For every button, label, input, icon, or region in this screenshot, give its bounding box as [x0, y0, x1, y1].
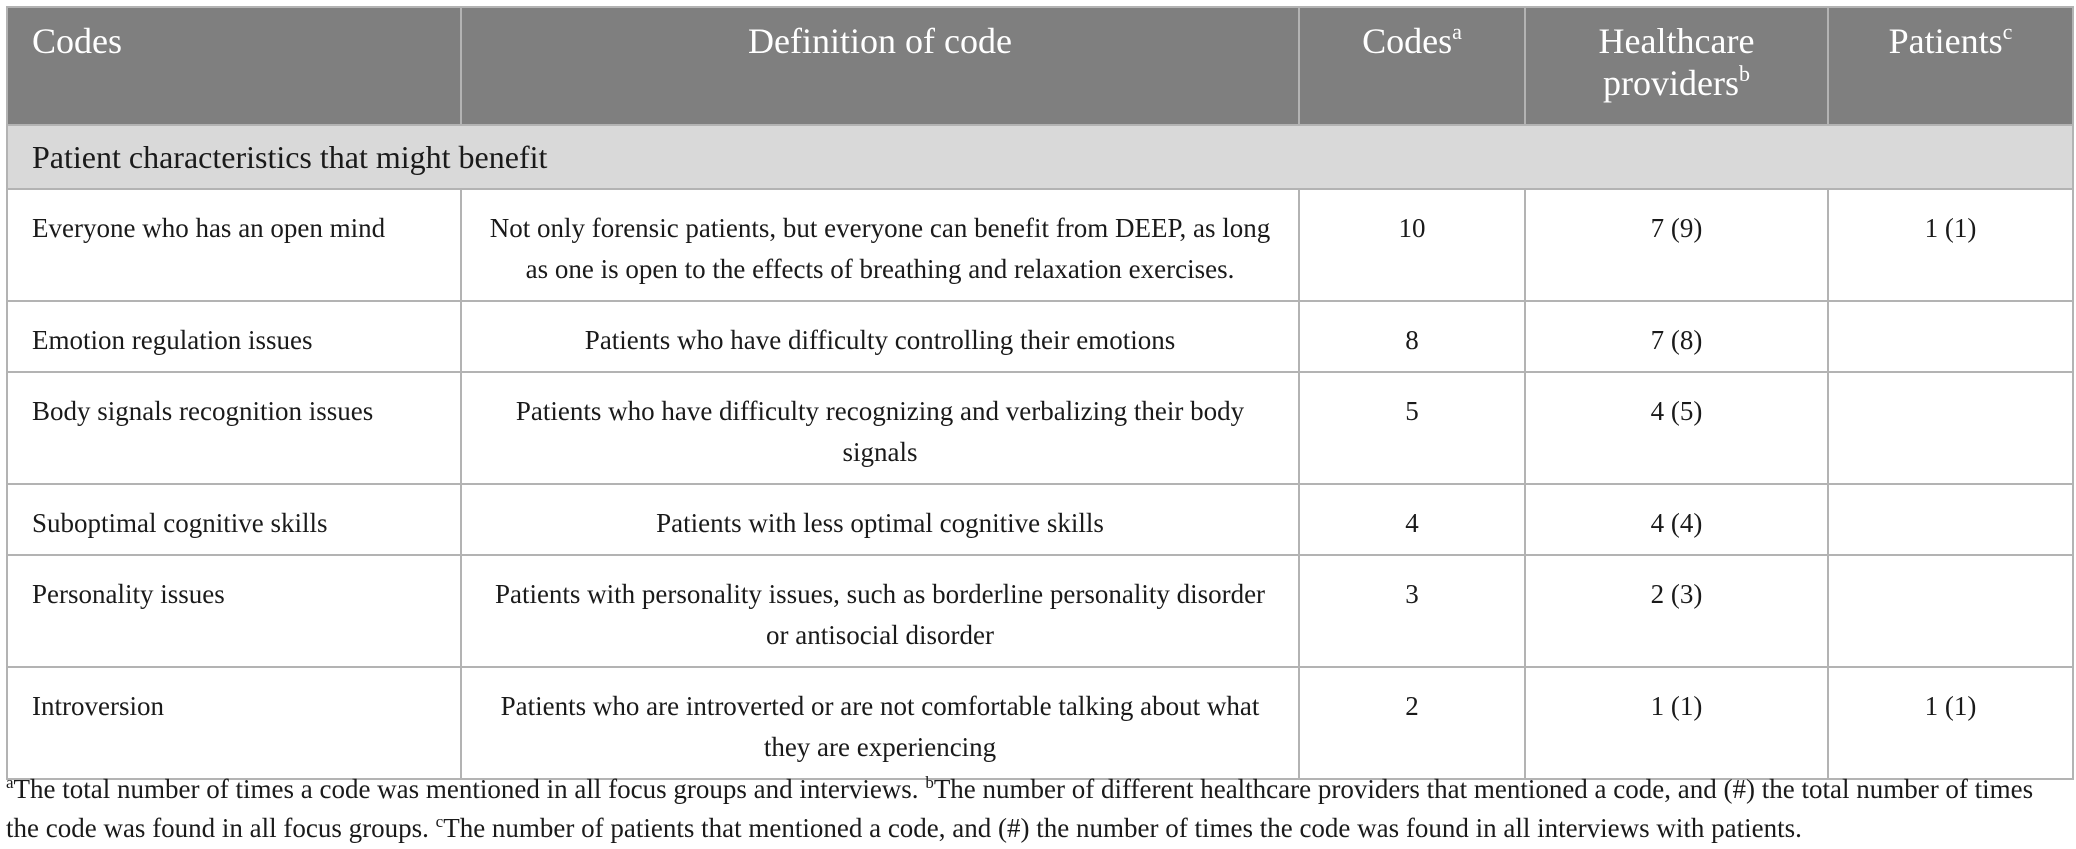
- section-title: Patient characteristics that might benefit: [7, 125, 2073, 189]
- cell-definition: Patients with less optimal cognitive skills: [461, 484, 1299, 555]
- cell-patients: 1 (1): [1828, 667, 2073, 779]
- codes-table: [6, 6, 2074, 780]
- table-row: [7, 372, 2073, 484]
- cell-code-count: 5: [1299, 372, 1525, 484]
- header-row: [7, 7, 2073, 125]
- header-code-count: Codes$^a$: [1299, 7, 1525, 125]
- table-row: [7, 555, 2073, 667]
- cell-healthcare-providers: 2 (3): [1525, 555, 1828, 667]
- header-healthcare-providers: Healthcare providers$^b$: [1525, 7, 1828, 125]
- header-patients: Patients$^c$: [1828, 7, 2073, 125]
- cell-patients: [1828, 372, 2073, 484]
- cell-healthcare-providers: 1 (1): [1525, 667, 1828, 779]
- table-row: [7, 484, 2073, 555]
- footnote-c-text: The number of patients that mentioned a code, and (#) the number of times the code was found in all interviews with patients.: [443, 813, 1802, 843]
- cell-code-count: 4: [1299, 484, 1525, 555]
- cell-patients: [1828, 301, 2073, 372]
- cell-code: Personality issues: [7, 555, 461, 667]
- header-definition: Definition of code: [461, 7, 1299, 125]
- cell-code-count: 10: [1299, 189, 1525, 301]
- cell-definition: Patients who have difficulty controlling their emotions: [461, 301, 1299, 372]
- cell-patients: [1828, 555, 2073, 667]
- section-row: [7, 125, 2073, 189]
- cell-code-count: 3: [1299, 555, 1525, 667]
- table-row: [7, 189, 2073, 301]
- cell-healthcare-providers: 4 (4): [1525, 484, 1828, 555]
- cell-code: Emotion regulation issues: [7, 301, 461, 372]
- footnote-a-text: The total number of times a code was mentioned in all focus groups and interviews.: [13, 774, 919, 804]
- cell-healthcare-providers: 7 (9): [1525, 189, 1828, 301]
- cell-code-count: 8: [1299, 301, 1525, 372]
- header-codes: Codes: [7, 7, 461, 125]
- cell-definition: Patients who are introverted or are not comfortable talking about what they are experiencing: [461, 667, 1299, 779]
- cell-healthcare-providers: 7 (8): [1525, 301, 1828, 372]
- cell-patients: [1828, 484, 2073, 555]
- cell-code: Introversion: [7, 667, 461, 779]
- cell-definition: Patients with personality issues, such as borderline personality disorder or antisocial disorder: [461, 555, 1299, 667]
- cell-patients: 1 (1): [1828, 189, 2073, 301]
- table-row: [7, 301, 2073, 372]
- cell-definition: Patients who have difficulty recognizing and verbalizing their body signals: [461, 372, 1299, 484]
- table-footnote: [6, 770, 2072, 848]
- table-row: [7, 667, 2073, 779]
- cell-code-count: 2: [1299, 667, 1525, 779]
- cell-definition: Not only forensic patients, but everyone can benefit from DEEP, as long as one is open to the effects of breathing and relaxation exercises.: [461, 189, 1299, 301]
- cell-code: Everyone who has an open mind: [7, 189, 461, 301]
- footnote-b-mark: b: [925, 773, 934, 792]
- footnote-a-mark: a: [6, 773, 14, 792]
- cell-code: Body signals recognition issues: [7, 372, 461, 484]
- cell-code: Suboptimal cognitive skills: [7, 484, 461, 555]
- footnote-b-text: The number of different healthcare providers that mentioned a code, and (#) the total number of times the code was found in all focus groups.: [6, 774, 2034, 843]
- footnote-c-mark: c: [435, 812, 444, 831]
- cell-healthcare-providers: 4 (5): [1525, 372, 1828, 484]
